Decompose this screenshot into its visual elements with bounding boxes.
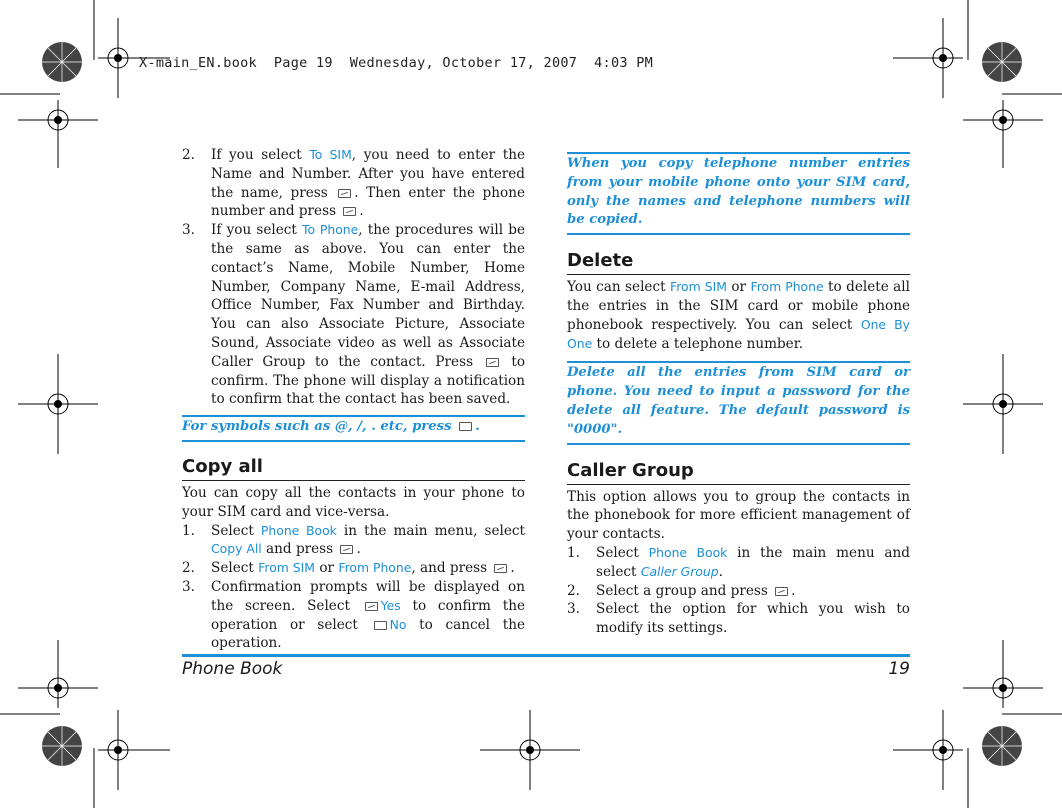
softkey-icon: [374, 621, 387, 630]
key-1-icon: [459, 422, 472, 431]
menu-term: Caller Group: [640, 563, 719, 579]
menu-term: Copy All: [211, 541, 262, 557]
menu-term: Yes: [380, 597, 401, 613]
list-item: 2. If you select To SIM, you need to enter the Name and Number. After you have entered the name, press . Then enter the phone number and press .: [182, 147, 525, 220]
menu-term: From Phone: [750, 279, 824, 295]
softkey-icon: [494, 564, 507, 573]
list-number: 3.: [182, 578, 195, 595]
list-number: 3.: [567, 601, 580, 618]
right-column: [567, 152, 910, 638]
list-item: 3. Confirmation prompts will be displayed on the screen. Select Yes to confirm the operation or select No to cancel the operation.: [182, 578, 525, 652]
list-item: 1. Select Phone Book in the main menu, select Copy All and press .: [182, 522, 525, 558]
note-box: Delete all the entries from SIM card or phone. You need to input a password for the delete all feature. The default password is "0000".: [567, 361, 910, 444]
section-title: Copy all: [182, 455, 525, 481]
list-item: 3. Select the option for which you wish to modify its settings.: [567, 601, 910, 637]
list-number: 3.: [182, 222, 195, 239]
menu-term: From SIM: [258, 560, 316, 576]
softkey-icon: [775, 587, 788, 596]
list-item: 2. Select a group and press .: [567, 582, 796, 599]
footer-section-title: Phone Book: [182, 659, 283, 679]
menu-term: No: [389, 616, 407, 632]
print-header: X-main_EN.book Page 19 Wednesday, October 17, 2007 4:03 PM: [139, 55, 654, 71]
section-title: Delete: [567, 249, 910, 275]
menu-term: Phone Book: [260, 522, 337, 538]
note-box: For symbols such as @, /, . etc, press .: [182, 415, 525, 442]
menu-term: One By One: [567, 316, 910, 351]
list-item: 2. Select From SIM or From Phone, and press .: [182, 560, 515, 577]
paragraph: You can copy all the contacts in your phone to your SIM card and vice-versa.: [182, 484, 525, 520]
softkey-icon: [365, 602, 378, 611]
list-number: 1.: [182, 522, 195, 539]
menu-term: From Phone: [338, 560, 412, 576]
list-number: 2.: [182, 560, 195, 577]
list-item: 3. If you select To Phone, the procedures will be the same as above. You can enter the contact’s Name, Mobile Number, Home Number, Company Name, E-mail Address, Office Number, Fax Number and Birthday. You can also Associate Picture, Associate Sound, Associate video as well as Associate Caller Group to the contact. Press to confirm. The phone will display a notification to confirm that the contact has been saved.: [182, 222, 525, 408]
note-box: When you copy telephone number entries from your mobile phone onto your SIM card, only the names and telephone numbers will be copied.: [567, 152, 910, 235]
menu-term: To SIM: [309, 147, 352, 162]
footer-rule: [182, 654, 910, 657]
paragraph: This option allows you to group the contacts in the phonebook for more efficient management of your contacts.: [567, 488, 910, 543]
softkey-icon: [340, 545, 353, 554]
softkey-icon: [343, 207, 356, 216]
list-number: 1.: [567, 544, 580, 561]
menu-term: From SIM: [669, 279, 727, 295]
softkey-icon: [338, 189, 351, 198]
page-number: 19: [888, 659, 910, 679]
section-title: Caller Group: [567, 459, 910, 485]
menu-term: To Phone: [302, 222, 359, 238]
menu-term: Phone Book: [648, 544, 728, 560]
list-number: 2.: [182, 147, 195, 163]
softkey-icon: [486, 358, 499, 367]
list-item: 1. Select Phone Book in the main menu and select Caller Group.: [567, 544, 910, 580]
list-number: 2.: [567, 582, 580, 599]
paragraph: You can select From SIM or From Phone to delete all the entries in the SIM card or mobile phone phonebook respectively. You can select One By One to delete a telephone number.: [567, 279, 910, 352]
left-column: [182, 146, 525, 653]
